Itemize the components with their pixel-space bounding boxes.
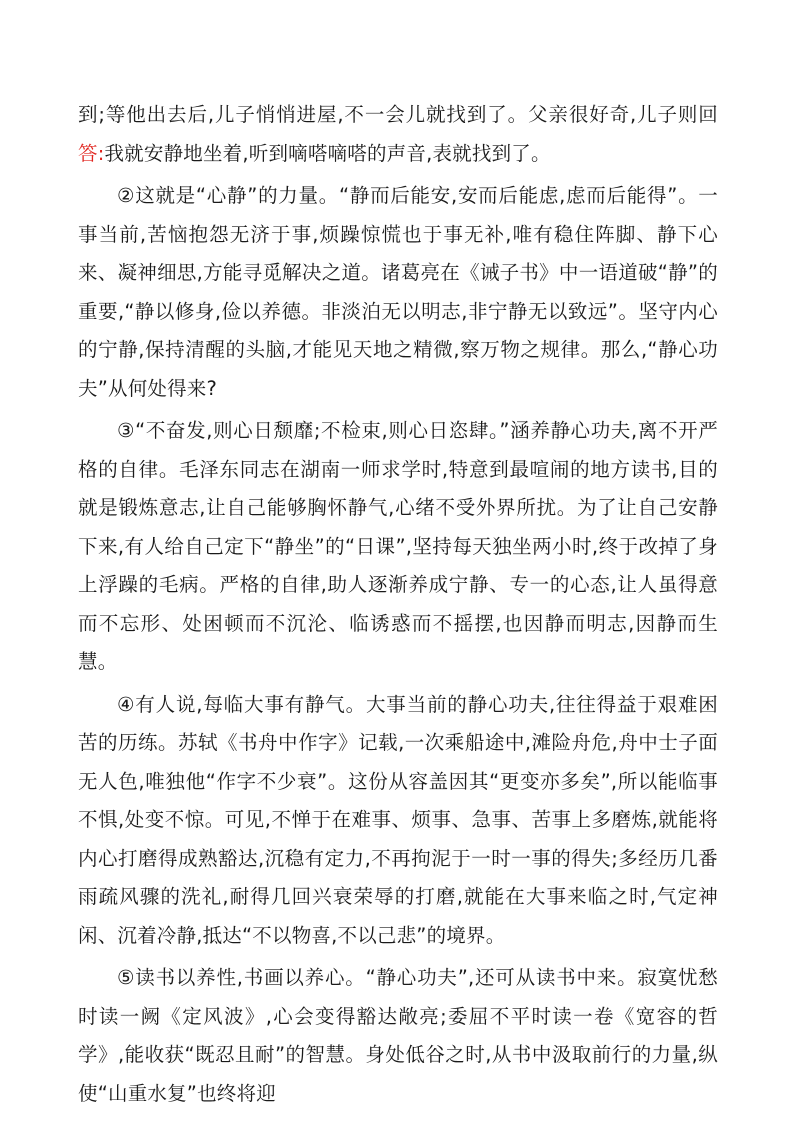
highlighted-answer-word: 答: bbox=[78, 141, 105, 165]
paragraph-4 bbox=[78, 686, 718, 956]
paragraph-2-text: ②这就是“心静”的力量。“静而后能安,安而后能虑,虑而后能得”。一事当前,苦恼抱怨无济于事,烦躁惊慌也于事无补,唯有稳住阵脚、静下心来、凝神细思,方能寻觅解决之道。诸葛亮在《诫子书》中一语道破“静”的重要,“静以修身,俭以养德。非淡泊无以明志,非宁静无以致远”。坚守内心的宁静,保持清醒的头脑,才能见天地之精微,察万物之规律。那么,“静心功夫”从何处得来? bbox=[78, 184, 718, 400]
paragraph-2 bbox=[78, 177, 718, 408]
paragraph-continued bbox=[78, 96, 718, 173]
document-page bbox=[78, 96, 718, 1113]
paragraph-continued-text-1: 到;等他出去后,儿子悄悄进屋,不一会儿就找到了。父亲很好奇,儿子则回 bbox=[78, 103, 718, 126]
paragraph-4-text: ④有人说,每临大事有静气。大事当前的静心功夫,往往得益于艰难困苦的历练。苏轼《书舟中作字》记载,一次乘船途中,滩险舟危,舟中士子面无人色,唯独他“作字不少衰”。这份从容盖因其“更变亦多矣”,所以能临事不惧,处变不惊。可见,不惮于在难事、烦事、急事、苦事上多磨炼,就能将内心打磨得成熟豁达,沉稳有定力,不再拘泥于一时一事的得失;多经历几番雨疏风骤的洗礼,耐得几回兴衰荣辱的打磨,就能在大事来临之时,气定神闲、沉着冷静,抵达“不以物喜,不以己悲”的境界。 bbox=[78, 692, 718, 947]
paragraph-continued-text-2: 我就安静地坐着,听到嘀嗒嘀嗒的声音,表就找到了。 bbox=[104, 141, 551, 165]
paragraph-3 bbox=[78, 412, 718, 682]
paragraph-5 bbox=[78, 959, 718, 1113]
paragraph-3-text: ③“不奋发,则心日颓靡;不检束,则心日恣肆。”涵养静心功夫,离不开严格的自律。毛泽东同志在湖南一师求学时,特意到最喧闹的地方读书,目的就是锻炼意志,让自己能够胸怀静气,心绪不受外界所扰。为了让自己安静下来,有人给自己定下“静坐”的“日课”,坚持每天独坐两小时,终于改掉了身上浮躁的毛病。严格的自律,助人逐渐养成宁静、专一的心态,让人虽得意而不忘形、处困顿而不沉沦、临诱惑而不摇摆,也因静而明志,因静而生慧。 bbox=[78, 419, 718, 673]
paragraph-5-text: ⑤读书以养性,书画以养心。“静心功夫”,还可从读书中来。寂寞忧愁时读一阙《定风波》,心会变得豁达敞亮;委屈不平时读一卷《宽容的哲学》,能收获“既忍且耐”的智慧。身处低谷之时,从书中汲取前行的力量,纵使“山重水复”也终将迎 bbox=[78, 966, 718, 1105]
